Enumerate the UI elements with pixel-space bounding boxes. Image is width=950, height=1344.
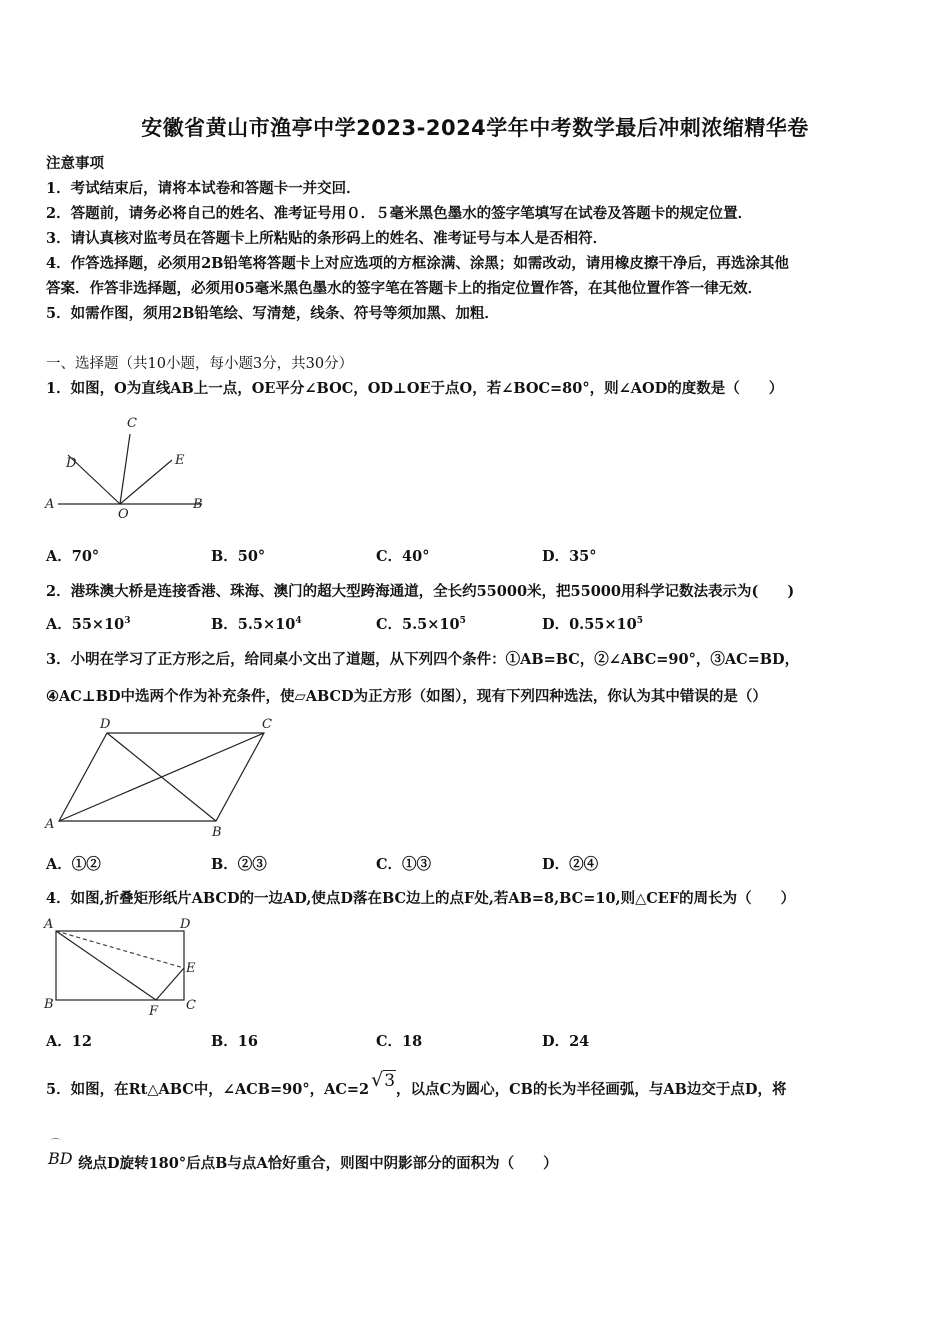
label-a: A (44, 917, 54, 932)
notice-item-2: 2．答题前，请务必将自己的姓名、准考证号用０．５毫米黑色墨水的签字笔填写在试卷及答题卡的规定位置． (46, 205, 753, 222)
notice-item-4: 4．作答选择题，必须用2B铅笔将答题卡上对应选项的方框涂满、涂黑；如需改动，请用橡皮擦干净后，再选涂其他 (46, 255, 789, 272)
notice-item-3: 3．请认真核对监考员在答题卡上所粘贴的条形码上的姓名、准考证号与本人是否相符． (46, 230, 608, 247)
notice-item-4-cont: 答案．作答非选择题，必须用05毫米黑色墨水的签字笔在答题卡上的指定位置作答，在其他位置作答一律无效． (46, 280, 763, 297)
question-1-option-c[interactable]: C．40° (376, 548, 430, 565)
question-2-stem: 2．港珠澳大桥是连接香港、珠海、澳门的超大型跨海通道，全长约55000米，把55000用科学记数法表示为( ) (46, 583, 795, 600)
question-3-stem-line-2: ④AC⊥BD中选两个作为补充条件，使▱ABCD为正方形（如图），现有下列四种选法，你认为其中错误的是（） (46, 688, 767, 705)
question-4-figure (40, 912, 210, 1022)
label-o: O (118, 507, 129, 522)
question-3-option-d[interactable]: D．②④ (542, 856, 599, 873)
label-c: C (127, 416, 137, 431)
question-1-option-d[interactable]: D．35° (542, 548, 597, 565)
label-c: C (262, 717, 272, 732)
question-1-stem: 1．如图，O为直线AB上一点，OE平分∠BOC，OD⊥OE于点O，若∠BOC=80°，则∠AOD的度数是（ ） (46, 380, 784, 397)
label-e: E (186, 961, 196, 976)
question-1-option-a[interactable]: A．70° (46, 548, 100, 565)
label-a: A (45, 817, 55, 832)
question-1-option-b[interactable]: B．50° (211, 548, 266, 565)
notice-item-5: 5．如需作图，须用2B铅笔绘、写清楚，线条、符号等须加黑、加粗． (46, 305, 499, 322)
label-d: D (100, 717, 111, 732)
section-heading: 一、选择题（共10小题，每小题3分，共30分） (46, 356, 354, 372)
label-b: B (193, 497, 203, 512)
label-b: B (44, 997, 54, 1012)
label-a: A (45, 497, 55, 512)
label-d: D (66, 456, 77, 471)
question-4-stem: 4．如图,折叠矩形纸片ABCD的一边AD,使点D落在BC边上的点F处,若AB=8,BC=10,则△CEF的周长为（ ） (46, 890, 796, 907)
question-2-option-d[interactable]: D．$0.55\times 10^5$ (542, 616, 643, 633)
question-3-option-b[interactable]: B．②③ (211, 856, 267, 873)
question-5-stem-line-1: 5．如图，在Rt△ABC中，∠ACB=90°，AC=2 √3，以点C为圆心，CB的长为半径画弧，与AB边交于点D，将 (46, 1069, 787, 1098)
sqrt-expression: √3 (371, 1069, 396, 1091)
notice-item-1: 1．考试结束后，请将本试卷和答题卡一并交回． (46, 180, 361, 197)
label-c: C (186, 998, 196, 1013)
question-4-option-b[interactable]: B．16 (211, 1033, 258, 1050)
label-f: F (149, 1004, 159, 1019)
question-3-option-a[interactable]: A．①② (46, 856, 101, 873)
question-3-figure (40, 712, 280, 842)
label-d: D (180, 917, 191, 932)
question-1-figure (40, 412, 220, 524)
label-e: E (175, 453, 185, 468)
question-3-stem-line-1: 3．小明在学习了正方形之后，给同桌小文出了道题，从下列四个条件：①AB=BC，②∠ABC=90°，③AC=BD， (46, 651, 800, 668)
notice-heading: 注意事项 (46, 155, 104, 172)
question-2-option-a[interactable]: A．$55\times 10^3$ (46, 616, 131, 633)
arc-bd-symbol: ⌒ BD (48, 1139, 73, 1168)
label-b: B (212, 825, 222, 840)
question-4-option-d[interactable]: D．24 (542, 1033, 590, 1050)
question-2-option-c[interactable]: C．$5.5\times 10^5$ (376, 616, 466, 633)
question-3-option-c[interactable]: C．①③ (376, 856, 432, 873)
question-4-option-a[interactable]: A．12 (46, 1033, 92, 1050)
question-4-option-c[interactable]: C．18 (376, 1033, 423, 1050)
question-5-stem-line-2: 绕点D旋转180°后点B与点A恰好重合，则图中阴影部分的面积为（ ） (78, 1155, 558, 1172)
question-2-option-b[interactable]: B．$5.5\times 10^4$ (211, 616, 302, 633)
page-title: 安徽省黄山市渔亭中学2023-2024学年中考数学最后冲刺浓缩精华卷 (141, 116, 809, 140)
